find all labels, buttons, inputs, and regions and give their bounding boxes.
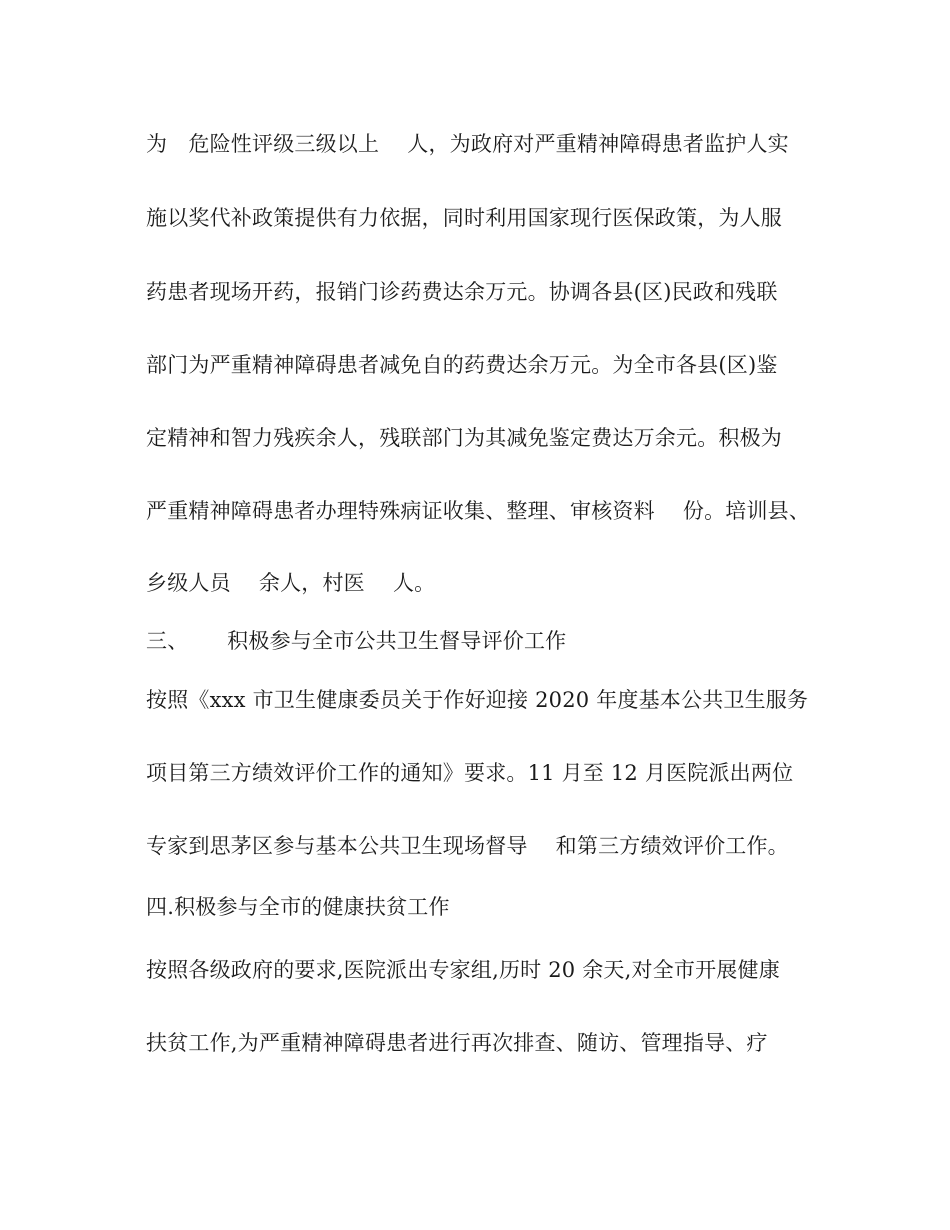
paragraph-line: 严重精神障碍患者办理特殊病证收集、整理、审核资料 份。培训县、	[146, 499, 811, 523]
paragraph-line: 为 危险性评级三级以上 人，为政府对严重精神障碍患者监护人实	[146, 132, 789, 156]
paragraph-line: 施以奖代补政策提供有力依据，同时利用国家现行医保政策，为人服	[146, 206, 782, 230]
paragraph-line: 乡级人员 余人，村医 人。	[146, 571, 436, 595]
paragraph-line: 专家到思茅区参与基本公共卫生现场督导 和第三方绩效评价工作。	[146, 834, 789, 858]
section-heading: 三、 积极参与全市公共卫生督导评价工作	[146, 629, 567, 653]
paragraph-line: 按照各级政府的要求,医院派出专家组,历时 20 余天,对全市开展健康	[146, 958, 780, 982]
paragraph-line: 部门为严重精神障碍患者减免自的药费达余万元。为全市各县(区)鉴	[146, 353, 778, 377]
paragraph-line: 按照《xxx 市卫生健康委员关于作好迎接 2020 年度基本公共卫生服务	[146, 688, 809, 712]
paragraph-line: 扶贫工作,为严重精神障碍患者进行再次排查、随访、管理指导、疗	[146, 1031, 768, 1055]
paragraph-line: 药患者现场开药，报销门诊药费达余万元。协调各县(区)民政和残联	[146, 280, 778, 304]
paragraph-line: 项目第三方绩效评价工作的通知》要求。11 月至 12 月医院派出两位	[146, 761, 794, 785]
section-heading: 四.积极参与全市的健康扶贫工作	[146, 895, 450, 919]
paragraph-line: 定精神和智力残疾余人，残联部门为其减免鉴定费达万余元。积极为	[146, 426, 782, 450]
